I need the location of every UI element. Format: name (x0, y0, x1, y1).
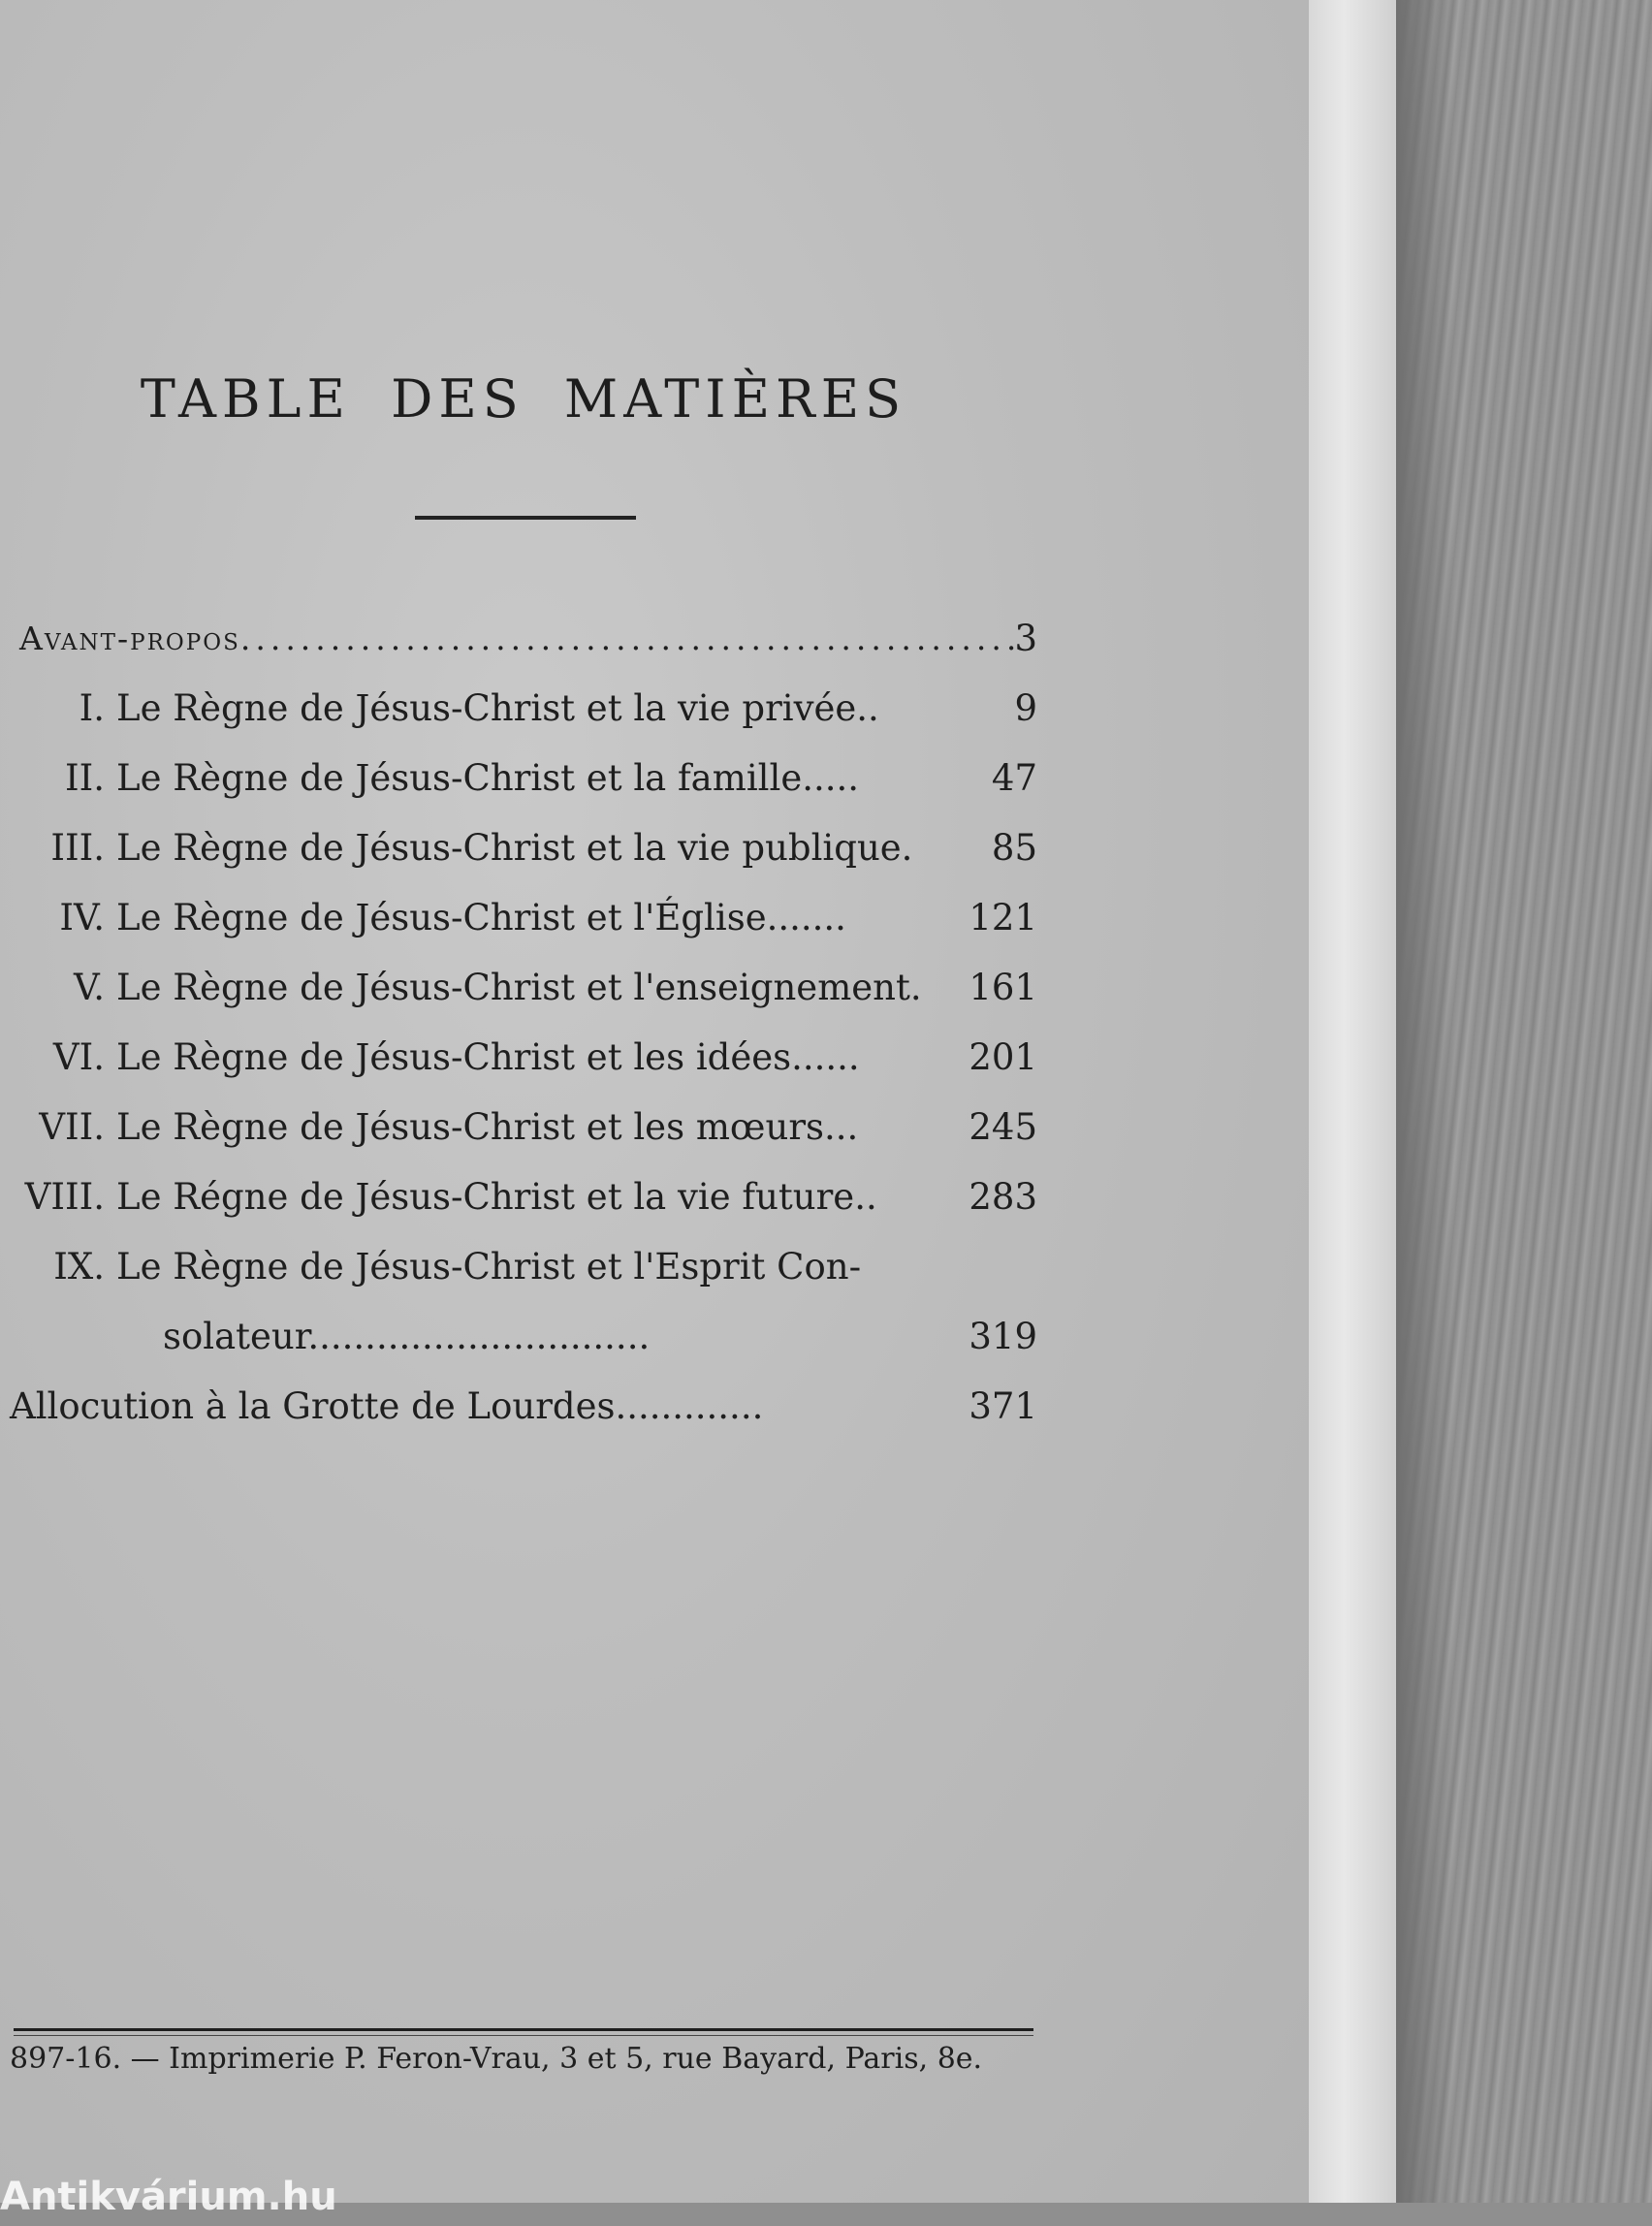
toc-entry-text: Le Règne de Jésus-Christ et la vie publique. (116, 827, 913, 869)
toc-row (0, 1237, 1037, 1297)
toc-roman-numeral: II. (65, 757, 105, 799)
toc-page-number: 9 (1014, 687, 1037, 729)
toc-entry-text: Avant-propos.................................................... (19, 620, 1022, 657)
toc-row (0, 888, 1037, 948)
toc-entry-text: Allocution à la Grotte de Lourdes............. (10, 1385, 764, 1427)
toc-row (0, 818, 1037, 878)
toc-page-number: 245 (969, 1106, 1037, 1148)
toc-row-avant-propos (0, 609, 1037, 669)
toc-row-allocution (0, 1377, 1037, 1437)
toc-row (0, 958, 1037, 1018)
toc-row-continuation (0, 1307, 1037, 1367)
toc-roman-numeral: VI. (52, 1036, 105, 1078)
toc-row (0, 748, 1037, 809)
printer-imprint: 897-16. — Imprimerie P. Feron-Vrau, 3 et 5, rue Bayard, Paris, 8e. (10, 2042, 983, 2076)
toc-entry-text: solateur.............................. (163, 1316, 651, 1357)
toc-roman-numeral: VII. (39, 1106, 105, 1148)
toc-roman-numeral: I. (79, 687, 105, 729)
title-rule (415, 516, 636, 520)
footer-rule (14, 2028, 1033, 2031)
toc-row (0, 1028, 1037, 1088)
toc-entry-text: Le Règne de Jésus-Christ et l'Église....... (116, 897, 846, 938)
toc-page-number: 201 (969, 1036, 1037, 1078)
toc-roman-numeral: III. (50, 827, 105, 869)
toc-entry-text: Le Règne de Jésus-Christ et l'enseignement. (116, 967, 922, 1008)
toc-roman-numeral: V. (73, 967, 105, 1008)
toc-entry-text: Le Régne de Jésus-Christ et la vie future.. (116, 1176, 877, 1218)
toc-page-number: 283 (969, 1176, 1037, 1218)
cover-shadow (1396, 0, 1454, 2203)
toc-page-number: 85 (991, 827, 1037, 869)
toc-page-number: 371 (969, 1385, 1037, 1427)
toc-entry-text: Le Règne de Jésus-Christ et la vie privée.. (116, 687, 879, 729)
toc-entry-text: Le Règne de Jésus-Christ et les idées...... (116, 1036, 860, 1078)
toc-roman-numeral: IX. (53, 1246, 105, 1288)
toc-entry-text: Le Règne de Jésus-Christ et la famille..... (116, 757, 860, 799)
toc-row (0, 679, 1037, 739)
toc-page-number: 319 (969, 1316, 1037, 1357)
toc-page-number: 121 (969, 897, 1037, 938)
toc-entry-text: Le Règne de Jésus-Christ et l'Esprit Con- (116, 1246, 862, 1288)
toc-row (0, 1167, 1037, 1227)
toc-row (0, 1097, 1037, 1158)
toc-roman-numeral: VIII. (24, 1176, 105, 1218)
page-title: TABLE DES MATIÈRES (140, 368, 907, 429)
toc-entry-text: Le Règne de Jésus-Christ et les mœurs... (116, 1106, 859, 1148)
page-edge (1309, 0, 1396, 2203)
watermark: Antikvárium.hu (0, 2175, 337, 2219)
toc-roman-numeral: IV. (59, 897, 105, 938)
toc-page-number: 3 (1014, 618, 1037, 659)
toc-page-number: 161 (969, 967, 1037, 1008)
toc-page-number: 47 (991, 757, 1037, 799)
